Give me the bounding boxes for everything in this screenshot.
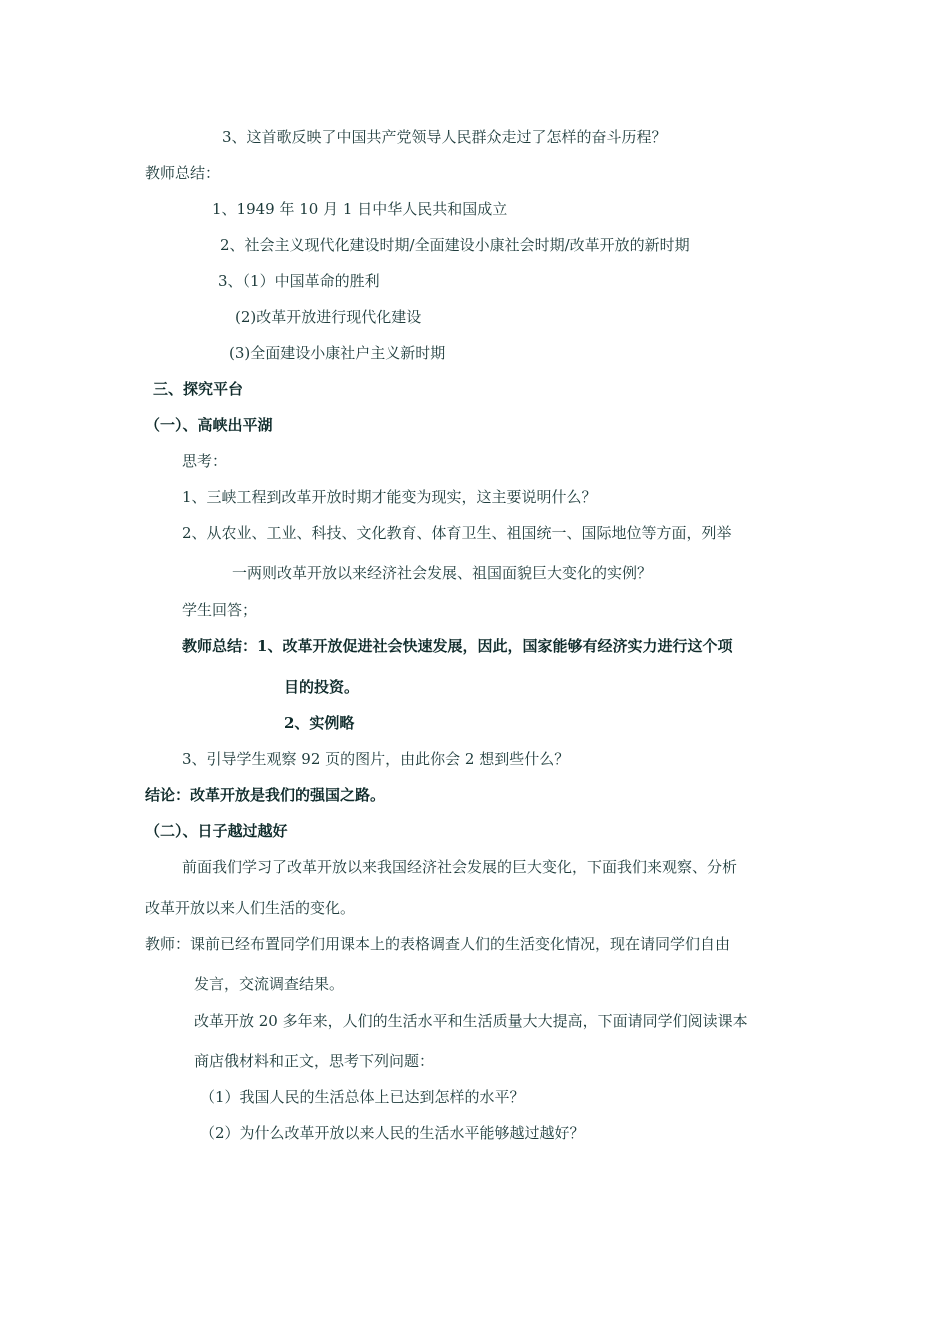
think-question-2-cont: 一两则改革开放以来经济社会发展、祖国面貌巨大变化的实例？	[232, 564, 653, 582]
question-list-2: （2）为什么改革开放以来人民的生活水平能够越过越好？	[200, 1124, 585, 1142]
summary-item-3-3: (3)全面建设小康社户主义新时期	[229, 344, 446, 362]
subsection-heading-2: （二）、日子越过越好	[145, 822, 288, 840]
teacher-summary-2: 教师总结：1、改革开放促进社会快速发展，因此，国家能够有经济实力进行这个项	[182, 637, 733, 655]
teacher-summary-label: 教师总结：	[145, 164, 221, 182]
question-list-1: （1）我国人民的生活总体上已达到怎样的水平？	[200, 1088, 525, 1106]
student-answer-label: 学生回答；	[182, 601, 258, 619]
think-question-2: 2、从农业、工业、科技、文化教育、体育卫生、祖国统一、国际地位等方面，列举	[182, 524, 732, 542]
think-label: 思考：	[182, 452, 228, 470]
summary-item-2: 2、社会主义现代化建设时期/全面建设小康社会时期/改革开放的新时期	[220, 236, 690, 254]
teacher-summary-2-cont: 目的投资。	[284, 678, 360, 696]
summary-item-3: 3、（1）中国革命的胜利	[218, 272, 380, 290]
paragraph-intro-cont: 改革开放以来人们生活的变化。	[145, 899, 356, 917]
subsection-heading-1: （一）、高峡出平湖	[145, 416, 273, 434]
teacher-paragraph-cont: 发言，交流调查结果。	[194, 975, 345, 993]
section-heading-3: 三、探究平台	[153, 380, 244, 398]
guide-question-3: 3、引导学生观察 92 页的图片，由此你会 2 想到些什么？	[182, 750, 570, 768]
question-3: 3、这首歌反映了中国共产党领导人民群众走过了怎样的奋斗历程？	[222, 128, 667, 146]
paragraph-intro: 前面我们学习了改革开放以来我国经济社会发展的巨大变化，下面我们来观察、分析	[182, 858, 738, 876]
summary-item-3-2: (2)改革开放进行现代化建设	[235, 308, 422, 326]
reform-paragraph: 改革开放 20 多年来，人们的生活水平和生活质量大大提高，下面请同学们阅读课本	[194, 1012, 748, 1030]
teacher-paragraph: 教师：课前已经布置同学们用课本上的表格调查人们的生活变化情况，现在请同学们自由	[145, 935, 731, 953]
teacher-summary-2-item-2: 2、实例略	[284, 714, 355, 732]
summary-item-1: 1、1949 年 10 月 1 日中华人民共和国成立	[212, 200, 508, 218]
think-question-1: 1、三峡工程到改革开放时期才能变为现实，这主要说明什么？	[182, 488, 597, 506]
reform-paragraph-cont: 商店俄材料和正文，思考下列问题：	[194, 1052, 435, 1070]
conclusion: 结论：改革开放是我们的强国之路。	[145, 786, 386, 804]
